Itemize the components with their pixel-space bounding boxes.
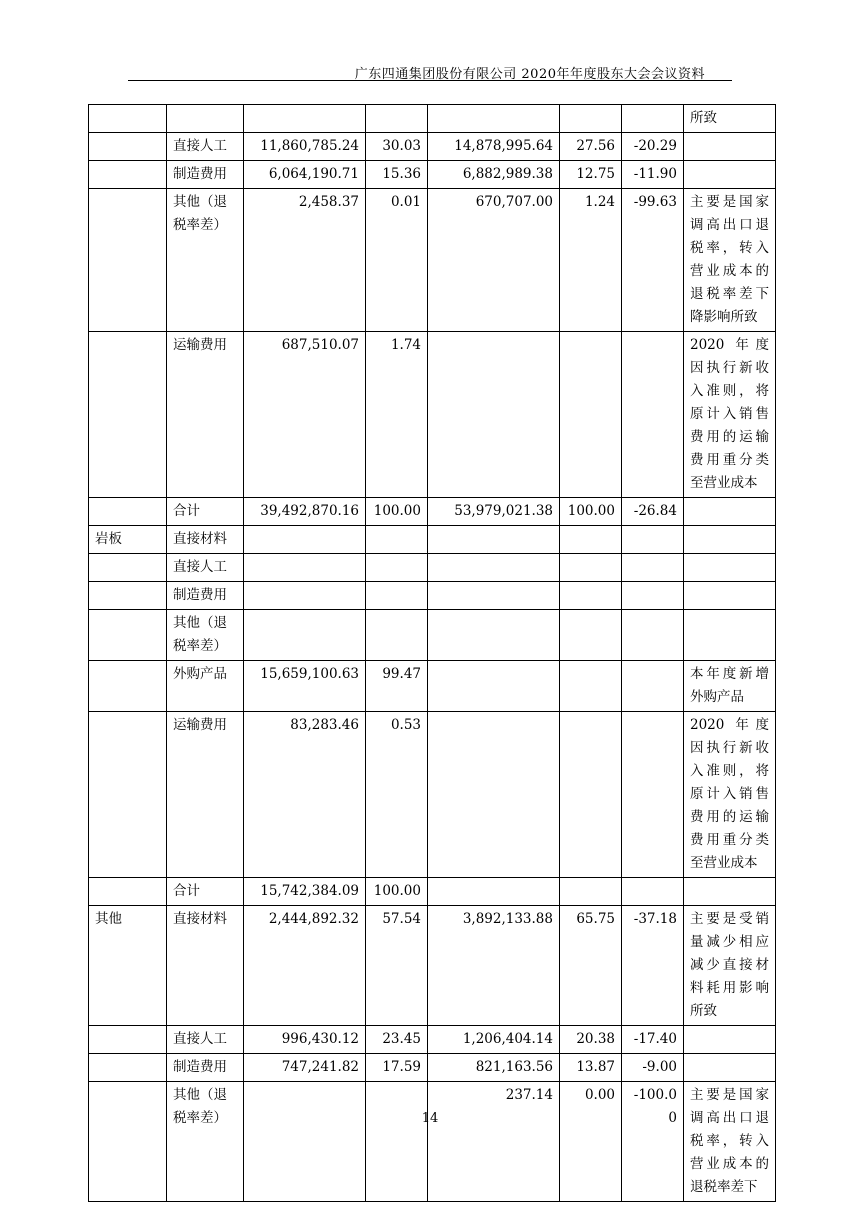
table-row: [89, 105, 776, 133]
percent-cell: 0.53: [366, 712, 428, 878]
percent-cell: 99.47: [366, 661, 428, 712]
percent-cell: 30.03: [366, 133, 428, 161]
amount-cell: 2,444,892.32: [244, 906, 366, 1026]
table-row: [89, 661, 776, 712]
category-cell: [89, 554, 167, 582]
category-cell: [89, 332, 167, 498]
category-cell: [89, 1054, 167, 1082]
category-cell: [89, 610, 167, 661]
note-cell: [684, 1054, 776, 1082]
percent-cell: [366, 526, 428, 554]
prior-percent-cell: 20.38: [560, 1026, 622, 1054]
change-cell: [622, 712, 684, 878]
note-cell: [684, 582, 776, 610]
change-cell: -99.63: [622, 189, 684, 332]
prior-percent-cell: [560, 610, 622, 661]
percent-cell: 17.59: [366, 1054, 428, 1082]
table-row: [89, 712, 776, 878]
cost-item-cell: 直接人工: [167, 554, 244, 582]
cost-item-cell: 运输费用: [167, 332, 244, 498]
table-row: [89, 526, 776, 554]
prior-amount-cell: [428, 526, 560, 554]
note-cell: [684, 133, 776, 161]
percent-cell: 100.00: [366, 878, 428, 906]
category-cell: [89, 712, 167, 878]
note-cell: [684, 1026, 776, 1054]
amount-cell: [244, 610, 366, 661]
change-cell: [622, 878, 684, 906]
table-row: [89, 1054, 776, 1082]
amount-cell: 15,659,100.63: [244, 661, 366, 712]
prior-amount-cell: [428, 610, 560, 661]
note-cell: 所致: [684, 105, 776, 133]
amount-cell: 6,064,190.71: [244, 161, 366, 189]
table-row: [89, 1026, 776, 1054]
amount-cell: 83,283.46: [244, 712, 366, 878]
cost-item-cell: 直接人工: [167, 133, 244, 161]
prior-percent-cell: [560, 332, 622, 498]
change-cell: [622, 526, 684, 554]
prior-percent-cell: 65.75: [560, 906, 622, 1026]
prior-amount-cell: [428, 661, 560, 712]
table-row: [89, 906, 776, 1026]
prior-amount-cell: 6,882,989.38: [428, 161, 560, 189]
cost-item-cell: 合计: [167, 878, 244, 906]
category-cell: 岩板: [89, 526, 167, 554]
change-cell: -100.00: [622, 1082, 684, 1202]
change-cell: -20.29: [622, 133, 684, 161]
cost-item-cell: 外购产品: [167, 661, 244, 712]
note-cell: 主要是国家调高出口退税率，转入营业成本的退税率差下: [684, 1082, 776, 1202]
note-cell: [684, 554, 776, 582]
amount-cell: [244, 105, 366, 133]
prior-amount-cell: [428, 332, 560, 498]
table-row: [89, 332, 776, 498]
category-cell: [89, 1026, 167, 1054]
change-cell: -37.18: [622, 906, 684, 1026]
cost-item-cell: [167, 105, 244, 133]
page-number: 14: [421, 1111, 439, 1126]
table-row: [89, 1082, 776, 1202]
prior-amount-cell: 670,707.00: [428, 189, 560, 332]
prior-percent-cell: [560, 105, 622, 133]
prior-percent-cell: 100.00: [560, 498, 622, 526]
prior-percent-cell: [560, 582, 622, 610]
prior-amount-cell: [428, 582, 560, 610]
change-cell: [622, 332, 684, 498]
cost-item-cell: 直接材料: [167, 906, 244, 1026]
amount-cell: 2,458.37: [244, 189, 366, 332]
percent-cell: [366, 105, 428, 133]
cost-item-cell: 直接材料: [167, 526, 244, 554]
amount-cell: [244, 1082, 366, 1202]
prior-percent-cell: 1.24: [560, 189, 622, 332]
change-cell: [622, 105, 684, 133]
table-row: [89, 582, 776, 610]
amount-cell: 747,241.82: [244, 1054, 366, 1082]
cost-item-cell: 合计: [167, 498, 244, 526]
percent-cell: [366, 582, 428, 610]
percent-cell: [366, 1082, 428, 1202]
note-cell: [684, 878, 776, 906]
prior-percent-cell: [560, 878, 622, 906]
note-cell: 2020 年度因执行新收入准则，将原计入销售费用的运输费用重分类至营业成本: [684, 712, 776, 878]
category-cell: [89, 189, 167, 332]
note-cell: [684, 498, 776, 526]
percent-cell: [366, 610, 428, 661]
change-cell: [622, 554, 684, 582]
cost-item-cell: 制造费用: [167, 582, 244, 610]
amount-cell: [244, 526, 366, 554]
prior-amount-cell: [428, 712, 560, 878]
prior-amount-cell: 1,206,404.14: [428, 1026, 560, 1054]
prior-amount-cell: 237.14: [428, 1082, 560, 1202]
prior-percent-cell: 12.75: [560, 161, 622, 189]
amount-cell: [244, 554, 366, 582]
change-cell: -11.90: [622, 161, 684, 189]
prior-amount-cell: 821,163.56: [428, 1054, 560, 1082]
table-row: [89, 498, 776, 526]
note-cell: 2020 年度因执行新收入准则，将原计入销售费用的运输费用重分类至营业成本: [684, 332, 776, 498]
percent-cell: 57.54: [366, 906, 428, 1026]
change-cell: -17.40: [622, 1026, 684, 1054]
amount-cell: 39,492,870.16: [244, 498, 366, 526]
cost-item-cell: 制造费用: [167, 161, 244, 189]
category-cell: 其他: [89, 906, 167, 1026]
category-cell: [89, 661, 167, 712]
prior-percent-cell: 13.87: [560, 1054, 622, 1082]
note-cell: [684, 526, 776, 554]
prior-amount-cell: [428, 105, 560, 133]
amount-cell: 11,860,785.24: [244, 133, 366, 161]
prior-percent-cell: [560, 526, 622, 554]
cost-item-cell: 其他（退税率差）: [167, 610, 244, 661]
table-row: [89, 161, 776, 189]
prior-amount-cell: 53,979,021.38: [428, 498, 560, 526]
change-cell: -9.00: [622, 1054, 684, 1082]
category-cell: [89, 498, 167, 526]
cost-structure-table: [88, 104, 776, 1202]
prior-percent-cell: [560, 661, 622, 712]
table-row: [89, 554, 776, 582]
amount-cell: 687,510.07: [244, 332, 366, 498]
amount-cell: 996,430.12: [244, 1026, 366, 1054]
prior-amount-cell: 14,878,995.64: [428, 133, 560, 161]
amount-cell: 15,742,384.09: [244, 878, 366, 906]
category-cell: [89, 878, 167, 906]
percent-cell: 23.45: [366, 1026, 428, 1054]
table-row: [89, 133, 776, 161]
percent-cell: 100.00: [366, 498, 428, 526]
prior-percent-cell: 0.00: [560, 1082, 622, 1202]
change-cell: -26.84: [622, 498, 684, 526]
table-row: [89, 189, 776, 332]
category-cell: [89, 105, 167, 133]
header-rule: [128, 80, 732, 81]
document-header: 广东四通集团股份有限公司 2020年年度股东大会会议资料: [354, 67, 705, 82]
category-cell: [89, 133, 167, 161]
amount-cell: [244, 582, 366, 610]
prior-amount-cell: [428, 878, 560, 906]
prior-amount-cell: [428, 554, 560, 582]
table-row: [89, 610, 776, 661]
note-cell: 本年度新增外购产品: [684, 661, 776, 712]
table-row: [89, 878, 776, 906]
prior-amount-cell: 3,892,133.88: [428, 906, 560, 1026]
cost-item-cell: 运输费用: [167, 712, 244, 878]
note-cell: [684, 610, 776, 661]
change-cell: [622, 610, 684, 661]
cost-item-cell: 其他（退税率差）: [167, 189, 244, 332]
cost-item-cell: 其他（退税率差）: [167, 1082, 244, 1202]
cost-item-cell: 直接人工: [167, 1026, 244, 1054]
prior-percent-cell: [560, 712, 622, 878]
change-cell: [622, 661, 684, 712]
note-cell: 主要是国家调高出口退税率，转入营业成本的退税率差下降影响所致: [684, 189, 776, 332]
category-cell: [89, 582, 167, 610]
percent-cell: 1.74: [366, 332, 428, 498]
cost-item-cell: 制造费用: [167, 1054, 244, 1082]
percent-cell: 0.01: [366, 189, 428, 332]
change-cell: [622, 582, 684, 610]
percent-cell: [366, 554, 428, 582]
category-cell: [89, 1082, 167, 1202]
category-cell: [89, 161, 167, 189]
note-cell: [684, 161, 776, 189]
prior-percent-cell: [560, 554, 622, 582]
prior-percent-cell: 27.56: [560, 133, 622, 161]
note-cell: 主要是受销量减少相应减少直接材料耗用影响所致: [684, 906, 776, 1026]
percent-cell: 15.36: [366, 161, 428, 189]
